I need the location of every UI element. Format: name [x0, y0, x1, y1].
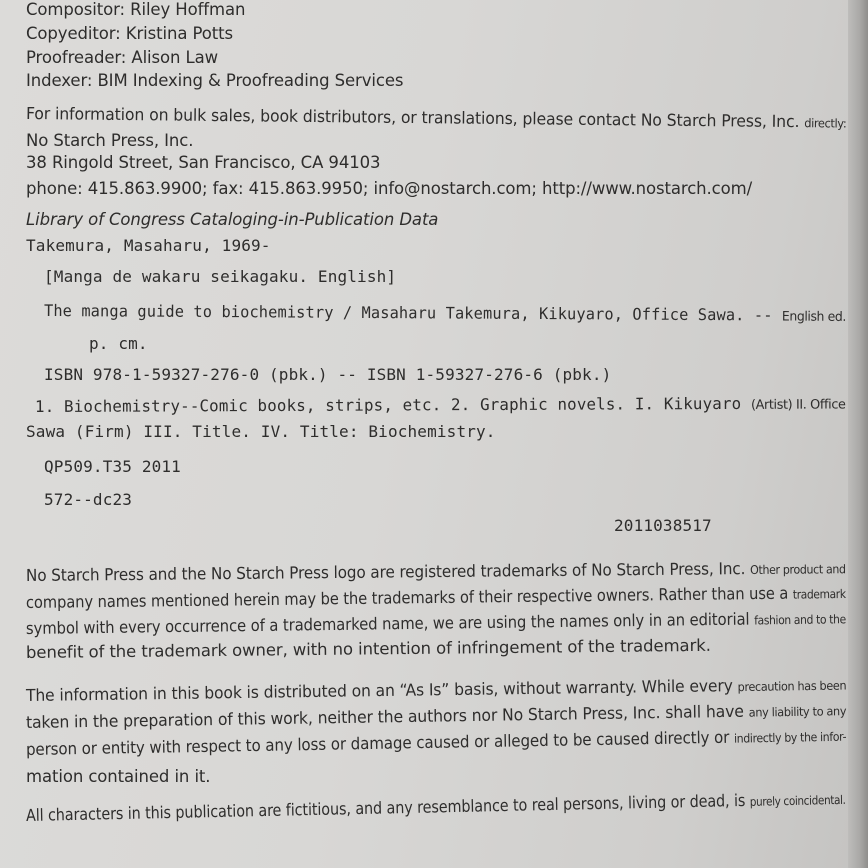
contact-intro-tail: directly: [804, 116, 847, 131]
trademark-line-3 [26, 608, 846, 640]
fiction-line-1 [26, 789, 846, 827]
warranty-line-3-tail: indirectly by the infor- [733, 729, 847, 746]
cip-lcc: QP509.T35 2011 [44, 457, 181, 476]
cip-title-tail: English ed. [781, 309, 846, 325]
book-spine-shadow [848, 0, 868, 868]
warranty-line-1-text: The information in this book is distributed on an “As Is” basis, without warranty. While every [25, 676, 733, 705]
credit-proofreader: Proofreader: Alison Law [26, 48, 219, 67]
cip-author: Takemura, Masaharu, 1969- [26, 236, 271, 255]
warranty-line-2-tail: any liability to any [748, 704, 847, 720]
credit-copyeditor: Copyeditor: Kristina Potts [26, 24, 233, 43]
trademark-line-1 [26, 558, 846, 587]
cip-title-text: The manga guide to biochemistry / Masaharu Takemura, Kikuyaro, Office Sawa. -- [43, 301, 773, 325]
cip-title-line [44, 301, 846, 328]
contact-company: No Starch Press, Inc. [26, 131, 194, 150]
warranty-line-2-text: taken in the preparation of this work, neither the authors nor No Starch Press, Inc. shall have [25, 701, 744, 732]
trademark-line-1-tail: Other product and [750, 562, 846, 578]
warranty-line-4: mation contained in it. [26, 767, 211, 786]
cip-lccn: 2011038517 [614, 516, 712, 535]
credit-indexer: Indexer: BIM Indexing & Proofreading Services [26, 71, 404, 90]
cip-heading: Library of Congress Cataloging-in-Publication Data [26, 210, 439, 229]
cip-original-title: [Manga de wakaru seikagaku. English] [44, 267, 397, 286]
trademark-line-2-text: company names mentioned herein may be the trademarks of their respective owners. Rather than use a [25, 583, 789, 612]
credit-compositor: Compositor: Riley Hoffman [26, 0, 246, 19]
trademark-line-3-text: symbol with every occurrence of a trademarked name, we are using the names only in an editorial [25, 609, 750, 638]
contact-address: 38 Ringold Street, San Francisco, CA 94103 [26, 153, 381, 172]
warranty-line-1-tail: precaution has been [737, 678, 847, 695]
contact-intro [26, 104, 847, 134]
cip-subjects-tail: (Artist) II. Office [750, 397, 846, 413]
cip-isbn: ISBN 978-1-59327-276-0 (pbk.) -- ISBN 1-59327-276-6 (pbk.) [44, 365, 612, 384]
cip-pages: p. cm. [89, 334, 148, 353]
contact-phone: phone: 415.863.9900; fax: 415.863.9950; info@nostarch.com; http://www.nostarch.com/ [26, 179, 753, 198]
trademark-line-4: benefit of the trademark owner, with no intention of infringement of the trademark. [25, 635, 711, 662]
warranty-line-3-text: person or entity with respect to any loss or damage caused or alleged to be caused directly or [25, 727, 730, 759]
cip-subjects-text: 1. Biochemistry--Comic books, strips, etc. 2. Graphic novels. I. Kikuyaro [34, 393, 742, 416]
trademark-line-3-tail: fashion and to the [754, 612, 846, 628]
fiction-line-1-tail: purely coincidental. [749, 792, 846, 809]
trademark-line-1-text: No Starch Press and the No Starch Press logo are registered trademarks of No Starch Press, Inc. [25, 559, 746, 585]
cip-subjects-line1 [35, 393, 846, 419]
fiction-line-1-text: All characters in this publication are fictitious, and any resemblance to real persons, living or dead, is [25, 790, 746, 825]
trademark-line-2-tail: trademark [792, 586, 846, 602]
cip-subjects-line2: Sawa (Firm) III. Title. IV. Title: Biochemistry. [26, 422, 496, 441]
cip-ddc: 572--dc23 [44, 490, 133, 509]
contact-intro-text: For information on bulk sales, book distributors, or translations, please contact No Starch Press, Inc. [25, 104, 800, 132]
